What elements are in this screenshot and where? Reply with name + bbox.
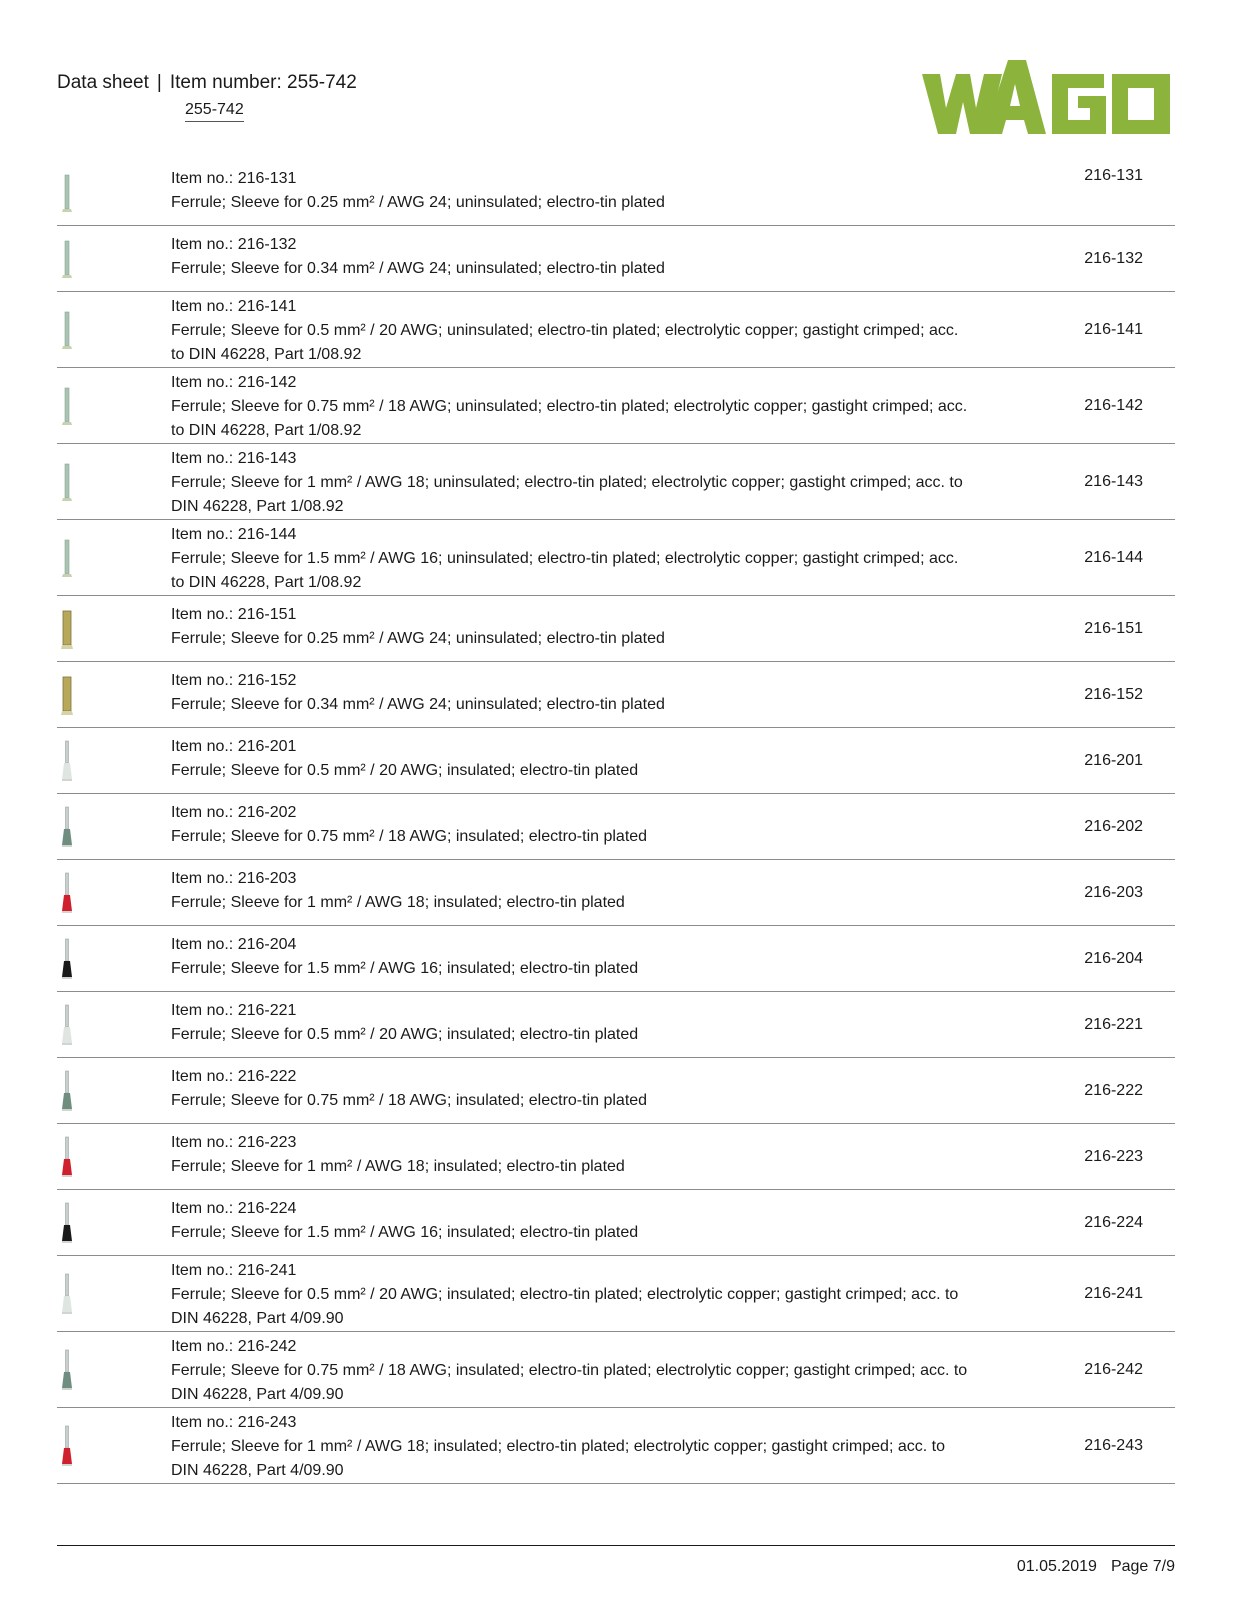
item-number: Item no.: 216-242 [171, 1338, 297, 1355]
item-number: Item no.: 216-132 [171, 236, 297, 253]
ferrule-image [57, 728, 87, 793]
item-description: Ferrule; Sleeve for 0.34 mm² / AWG 24; uninsulated; electro-tin plated [171, 696, 665, 713]
ferrule-icon [59, 1003, 75, 1047]
item-row [57, 226, 1175, 292]
item-number: Item no.: 216-224 [171, 1200, 297, 1217]
ferrule-icon [59, 536, 75, 580]
ferrule-image [57, 926, 87, 991]
ferrule-image [57, 1408, 87, 1483]
item-code: 216-242 [1084, 1360, 1143, 1378]
ferrule-icon [59, 871, 75, 915]
ferrule-icon [59, 673, 75, 717]
item-code: 216-241 [1084, 1284, 1143, 1302]
ferrule-image [57, 1332, 87, 1407]
item-code: 216-204 [1084, 949, 1143, 967]
item-row [57, 520, 1175, 596]
item-code: 216-201 [1084, 751, 1143, 769]
ferrule-image [57, 444, 87, 519]
ferrule-icon [59, 1201, 75, 1245]
item-row [57, 1256, 1175, 1332]
item-description: Ferrule; Sleeve for 1 mm² / AWG 18; uninsulated; electro-tin plated; electrolytic copper; gastight crimped; acc. to DIN 46228, Part 1/08.92 [171, 474, 963, 515]
item-text [171, 999, 971, 1047]
ferrule-icon [59, 237, 75, 281]
item-code: 216-224 [1084, 1213, 1143, 1231]
item-number: Item no.: 216-131 [171, 170, 297, 187]
ferrule-icon [59, 1424, 75, 1468]
item-row [57, 1190, 1175, 1256]
item-description: Ferrule; Sleeve for 1 mm² / AWG 18; insulated; electro-tin plated [171, 894, 625, 911]
ferrule-image [57, 860, 87, 925]
item-description: Ferrule; Sleeve for 0.75 mm² / 18 AWG; insulated; electro-tin plated [171, 1092, 648, 1109]
ferrule-icon [59, 1272, 75, 1316]
ferrule-icon [59, 308, 75, 352]
item-row [57, 992, 1175, 1058]
ferrule-image [57, 226, 87, 291]
item-number: Item no.: 216-142 [171, 374, 297, 391]
item-text [171, 371, 971, 443]
item-description: Ferrule; Sleeve for 0.5 mm² / 20 AWG; insulated; electro-tin plated; electrolytic copper; gastight crimped; acc. to DIN 46228, Part 4/09.90 [171, 1286, 959, 1327]
ferrule-image [57, 368, 87, 443]
item-number: Item no.: 216-203 [171, 870, 297, 887]
ferrule-image [57, 1058, 87, 1123]
ferrule-icon [59, 805, 75, 849]
ferrule-image [57, 662, 87, 727]
item-text [171, 867, 971, 915]
item-text [171, 669, 971, 717]
item-code: 216-132 [1084, 249, 1143, 267]
ferrule-icon [59, 937, 75, 981]
item-description: Ferrule; Sleeve for 1 mm² / AWG 18; insulated; electro-tin plated; electrolytic copper; gastight crimped; acc. to DIN 46228, Part 4/09.90 [171, 1438, 945, 1479]
item-description: Ferrule; Sleeve for 0.34 mm² / AWG 24; uninsulated; electro-tin plated [171, 260, 665, 277]
title-separator: | [156, 72, 162, 93]
item-row [57, 860, 1175, 926]
item-number: Item no.: 216-223 [171, 1134, 297, 1151]
item-code: 216-152 [1084, 685, 1143, 703]
wago-logo [922, 56, 1172, 146]
item-number: Item no.: 216-241 [171, 1262, 297, 1279]
item-number: Item no.: 216-151 [171, 606, 297, 623]
item-row [57, 160, 1175, 226]
logo-text: WAGO [922, 56, 926, 57]
item-list [57, 160, 1175, 1484]
item-row [57, 292, 1175, 368]
item-number-link[interactable]: 255-742 [185, 101, 244, 122]
ferrule-image [57, 596, 87, 661]
item-description: Ferrule; Sleeve for 0.25 mm² / AWG 24; uninsulated; electro-tin plated [171, 630, 665, 647]
item-number: Item no.: 216-202 [171, 804, 297, 821]
item-row [57, 1332, 1175, 1408]
item-description: Ferrule; Sleeve for 0.25 mm² / AWG 24; uninsulated; electro-tin plated [171, 194, 665, 211]
item-text [171, 933, 971, 981]
item-text [171, 233, 971, 281]
item-code: 216-243 [1084, 1436, 1143, 1454]
item-text [171, 735, 971, 783]
ferrule-icon [59, 1069, 75, 1113]
item-description: Ferrule; Sleeve for 0.5 mm² / 20 AWG; insulated; electro-tin plated [171, 762, 639, 779]
doc-type: Data sheet [57, 72, 149, 93]
item-row [57, 1408, 1175, 1484]
item-number: Item no.: 216-222 [171, 1068, 297, 1085]
ferrule-image [57, 794, 87, 859]
item-description: Ferrule; Sleeve for 0.75 mm² / 18 AWG; insulated; electro-tin plated; electrolytic copper; gastight crimped; acc. to DIN 46228, Part 4/09.90 [171, 1362, 968, 1403]
page-number: Page 7/9 [1110, 1558, 1175, 1575]
ferrule-image [57, 520, 87, 595]
item-row [57, 926, 1175, 992]
ferrule-image [57, 992, 87, 1057]
item-row [57, 596, 1175, 662]
item-code: 216-222 [1084, 1081, 1143, 1099]
item-description: Ferrule; Sleeve for 0.5 mm² / 20 AWG; insulated; electro-tin plated [171, 1026, 639, 1043]
item-description: Ferrule; Sleeve for 1.5 mm² / AWG 16; insulated; electro-tin plated [171, 960, 639, 977]
ferrule-icon [59, 1348, 75, 1392]
item-code: 216-131 [1084, 167, 1143, 184]
item-code: 216-142 [1084, 396, 1143, 414]
item-code: 216-223 [1084, 1147, 1143, 1165]
ferrule-icon [59, 460, 75, 504]
item-row [57, 728, 1175, 794]
item-number: Item no.: 216-243 [171, 1414, 297, 1431]
item-row [57, 794, 1175, 860]
item-code: 216-151 [1084, 619, 1143, 637]
item-text [171, 1335, 971, 1407]
item-description: Ferrule; Sleeve for 0.5 mm² / 20 AWG; uninsulated; electro-tin plated; electrolytic copper; gastight crimped; acc. to DIN 46228, Part 1/08.92 [171, 322, 959, 363]
page-title [57, 72, 357, 94]
item-text [171, 801, 971, 849]
item-number: Item no.: 216-141 [171, 298, 297, 315]
item-text [171, 1131, 971, 1179]
item-number-label: Item number: 255-742 [169, 72, 357, 93]
item-number: Item no.: 216-204 [171, 936, 297, 953]
item-code: 216-144 [1084, 548, 1143, 566]
footer-divider [57, 1545, 1175, 1546]
item-text [171, 1411, 971, 1483]
ferrule-image [57, 1190, 87, 1255]
footer-date: 01.05.2019 [1016, 1558, 1097, 1575]
item-text [171, 447, 971, 519]
item-row [57, 1124, 1175, 1190]
item-code: 216-143 [1084, 472, 1143, 490]
item-text [171, 1259, 971, 1331]
item-row [57, 1058, 1175, 1124]
item-text [171, 1065, 971, 1113]
ferrule-icon [59, 739, 75, 783]
ferrule-icon [59, 1135, 75, 1179]
item-row [57, 444, 1175, 520]
ferrule-image [57, 160, 87, 225]
ferrule-image [57, 292, 87, 367]
ferrule-icon [59, 171, 75, 215]
item-row [57, 368, 1175, 444]
item-description: Ferrule; Sleeve for 1.5 mm² / AWG 16; uninsulated; electro-tin plated; electrolytic copper; gastight crimped; acc. to DIN 46228, Part 1/08.92 [171, 550, 959, 591]
item-row [57, 662, 1175, 728]
item-text [171, 1197, 971, 1245]
item-code: 216-221 [1084, 1015, 1143, 1033]
item-description: Ferrule; Sleeve for 0.75 mm² / 18 AWG; uninsulated; electro-tin plated; electrolytic copper; gastight crimped; acc. to DIN 46228, Part 1/08.92 [171, 398, 968, 439]
ferrule-icon [59, 607, 75, 651]
item-number: Item no.: 216-221 [171, 1002, 297, 1019]
item-description: Ferrule; Sleeve for 0.75 mm² / 18 AWG; insulated; electro-tin plated [171, 828, 648, 845]
item-code: 216-202 [1084, 817, 1143, 835]
item-number: Item no.: 216-144 [171, 526, 297, 543]
item-number: Item no.: 216-152 [171, 672, 297, 689]
item-text [171, 295, 971, 367]
item-text [171, 523, 971, 595]
item-description: Ferrule; Sleeve for 1 mm² / AWG 18; insulated; electro-tin plated [171, 1158, 625, 1175]
item-code: 216-141 [1084, 320, 1143, 338]
item-code: 216-203 [1084, 883, 1143, 901]
footer [1017, 1558, 1175, 1576]
item-text [171, 167, 971, 215]
item-number: Item no.: 216-143 [171, 450, 297, 467]
ferrule-image [57, 1256, 87, 1331]
item-number: Item no.: 216-201 [171, 738, 297, 755]
item-text [171, 603, 971, 651]
ferrule-image [57, 1124, 87, 1189]
ferrule-icon [59, 384, 75, 428]
item-description: Ferrule; Sleeve for 1.5 mm² / AWG 16; insulated; electro-tin plated [171, 1224, 639, 1241]
